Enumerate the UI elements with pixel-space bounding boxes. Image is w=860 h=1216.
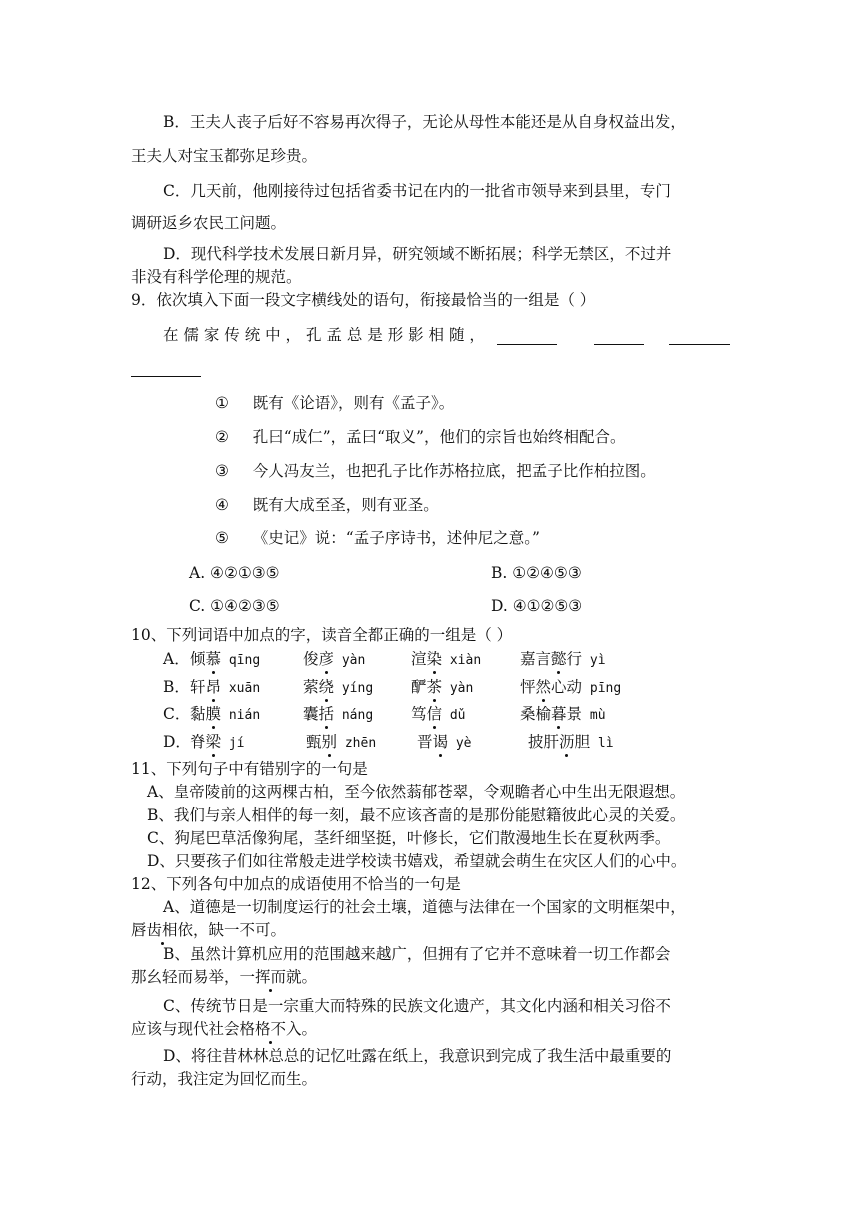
word-char: 心动 xyxy=(551,678,583,696)
q9-item-text: 今人冯友兰，也把孔子比作苏格拉底，把孟子比作柏拉图。 xyxy=(252,462,656,480)
word-char: 笃 xyxy=(411,705,427,723)
q12-option-a-line1: A、道德是一切制度运行的社会土壤，道德与法律在一个国家的文明框架中， xyxy=(163,898,686,916)
word-char: 胆 xyxy=(574,733,591,751)
pinyin: lì xyxy=(590,736,614,751)
q10-b-word-1 xyxy=(190,676,260,700)
q12-option-c-line1: C、传统节日是一宗重大而特殊的民族文化遗产，其文化内涵和相关习俗不 xyxy=(163,997,671,1015)
pinyin: dǔ xyxy=(442,708,466,723)
word-char: 萦 xyxy=(303,678,319,696)
word-char: 怦 xyxy=(520,678,536,696)
q12-option-d-line2: 行动，我注定为回忆而生。 xyxy=(131,1070,318,1088)
q9-item-number: ⑤ xyxy=(215,529,229,547)
sentence-text: 那幺轻而易举， xyxy=(131,968,240,986)
q9-passage-text: 在 儒 家 传 统 中 ， 孔 孟 总 是 形 影 相 随 ， xyxy=(163,326,485,344)
pinyin: yàn xyxy=(442,681,474,696)
word-char: 嘉言 xyxy=(520,650,552,668)
dotted-char: 昂 xyxy=(205,678,222,696)
q9-blank-3 xyxy=(669,330,730,345)
dotted-idiom: 格格不入 xyxy=(239,1020,302,1038)
q10-b-word-3 xyxy=(411,676,473,700)
q9-passage xyxy=(163,324,485,346)
pinyin: zhēn xyxy=(337,736,377,751)
dotted-char: 谒 xyxy=(432,733,449,751)
q9-item-3 xyxy=(215,460,656,482)
word-char: 黏 xyxy=(190,705,206,723)
q9-item-number: ② xyxy=(215,428,229,446)
pinyin: yíng xyxy=(334,681,374,696)
q10-option-c xyxy=(163,703,190,725)
word-char: 倾 xyxy=(190,650,206,668)
word-char: 渲 xyxy=(411,650,427,668)
sentence-text: 应该与现代社会 xyxy=(131,1020,240,1038)
pinyin: mù xyxy=(582,708,606,723)
dotted-char: 懿 xyxy=(551,650,567,668)
q10-b-word-4 xyxy=(520,676,621,700)
pinyin: xuān xyxy=(221,681,261,696)
q10-c-word-2 xyxy=(303,703,373,727)
q10-c-word-4 xyxy=(520,703,606,727)
dotted-char: 信 xyxy=(426,705,443,723)
word-char: 酽 xyxy=(411,678,427,696)
word-char: 晋 xyxy=(417,733,433,751)
pinyin: yè xyxy=(448,736,472,751)
q9-option-b: B. ①②④⑤③ xyxy=(491,564,582,582)
q12-stem: 12、下列各句中加点的成语使用不恰当的一句是 xyxy=(131,875,461,893)
q8-option-c-line1: C．几天前，他刚接待过包括省委书记在内的一批省市领导来到县里，专门 xyxy=(163,182,671,200)
q8-option-d-line1: D．现代科学技术发展日新月异，研究领域不断拓展；科学无禁区，不过并 xyxy=(163,245,672,263)
q9-item-5 xyxy=(215,527,540,549)
q9-item-4 xyxy=(215,494,439,516)
dotted-char: 梁 xyxy=(205,733,222,751)
q9-blank-4 xyxy=(131,362,201,377)
pinyin: jí xyxy=(221,736,245,751)
q10-option-d xyxy=(163,731,191,753)
q12-option-b-line1: B、虽然计算机应用的范围越来越广，但拥有了它并不意味着一切工作都会 xyxy=(163,945,671,963)
q9-blank-2 xyxy=(594,330,644,345)
q10-stem: 10、下列词语中加点的字，读音全都正确的一组是（ ） xyxy=(131,626,513,644)
dotted-char: 染 xyxy=(426,650,443,668)
option-label: D． xyxy=(163,733,191,751)
pinyin: qīng xyxy=(221,653,261,668)
q9-item-text: 孔曰“成仁”，孟曰“取义”，他们的宗旨也始终相配合。 xyxy=(252,428,626,446)
q12-option-d-line1: D、将往昔林林总总的记忆吐露在纸上，我意识到完成了我生活中最重要的 xyxy=(163,1047,672,1065)
dotted-char: 沥 xyxy=(559,733,575,751)
q8-option-d-line2: 非没有科学伦理的规范。 xyxy=(131,268,302,286)
q9-option-a: A. ④②①③⑤ xyxy=(189,564,280,582)
pinyin: náng xyxy=(334,708,374,723)
q10-a-word-4 xyxy=(520,648,606,672)
q11-option-d: D、只要孩子们如往常般走进学校读书嬉戏，希望就会萌生在灾区人们的心中。 xyxy=(147,852,687,870)
word-char: 桑榆 xyxy=(520,705,552,723)
q8-option-b-line1: B．王夫人丧子后好不容易再次得子，无论从母性本能还是从自身权益出发， xyxy=(163,113,686,131)
dotted-char: 括 xyxy=(318,705,335,723)
q10-d-word-3 xyxy=(417,731,472,755)
q9-item-text: 既有《论语》，则有《孟子》。 xyxy=(252,394,455,412)
dotted-char: 然 xyxy=(535,678,552,696)
q10-d-word-2 xyxy=(306,731,376,755)
q10-option-a xyxy=(163,648,190,670)
q9-blank-1 xyxy=(497,330,557,345)
dotted-char: 绕 xyxy=(318,678,335,696)
q10-d-word-4 xyxy=(528,731,614,755)
q9-item-text: 既有大成至圣，则有亚圣。 xyxy=(252,496,439,514)
dotted-idiom: 一挥而就 xyxy=(239,968,302,986)
pinyin: yàn xyxy=(334,653,366,668)
option-label: B． xyxy=(163,678,190,696)
dotted-char: 膜 xyxy=(205,705,222,723)
q12-option-c-line2 xyxy=(131,1018,317,1040)
q12-option-a-line2 xyxy=(131,919,286,941)
sentence-tail: 。 xyxy=(301,1020,318,1038)
q11-option-b: B、我们与亲人相伴的每一刻，最不应该吝啬的是那份能慰籍彼此心灵的关爱。 xyxy=(147,806,686,824)
q11-stem: 11、下列句子中有错别字的一句是 xyxy=(131,760,368,778)
pinyin: nián xyxy=(221,708,261,723)
sentence-tail: ，缺一不可。 xyxy=(193,921,287,939)
q10-d-word-1 xyxy=(190,731,245,755)
pinyin: yì xyxy=(582,653,606,668)
q9-item-number: ① xyxy=(215,394,229,412)
word-char: 行 xyxy=(566,650,583,668)
pinyin: xiàn xyxy=(442,653,482,668)
q9-item-2 xyxy=(215,426,625,448)
q9-item-1 xyxy=(215,392,454,414)
word-char: 甄 xyxy=(306,733,322,751)
word-char: 景 xyxy=(566,705,583,723)
q10-b-word-2 xyxy=(303,676,373,700)
dotted-char: 彦 xyxy=(318,650,335,668)
q9-stem: 9．依次填入下面一段文字横线处的语句，衔接最恰当的一组是（ ） xyxy=(131,291,596,309)
q10-a-word-2 xyxy=(303,648,365,672)
word-char: 俊 xyxy=(303,650,319,668)
q9-option-d: D. ④①②⑤③ xyxy=(491,597,583,615)
dotted-char: 茶 xyxy=(426,678,443,696)
q9-item-number: ③ xyxy=(215,462,229,480)
dotted-char: 暮 xyxy=(551,705,567,723)
pinyin: pīng xyxy=(582,681,622,696)
word-char: 脊 xyxy=(190,733,206,751)
word-char: 轩 xyxy=(190,678,206,696)
q12-option-b-line2 xyxy=(131,966,317,988)
word-char: 披肝 xyxy=(528,733,560,751)
q10-c-word-3 xyxy=(411,703,466,727)
q9-item-number: ④ xyxy=(215,496,229,514)
option-label: A． xyxy=(163,650,190,668)
q8-option-c-line2: 调研返乡农民工问题。 xyxy=(131,214,287,232)
dotted-idiom: 唇齿相依 xyxy=(131,921,194,939)
q9-option-c: C. ①④②③⑤ xyxy=(189,597,280,615)
word-char: 囊 xyxy=(303,705,319,723)
q9-item-text: 《史记》说：“孟子序诗书，述仲尼之意。” xyxy=(252,529,540,547)
sentence-tail: 。 xyxy=(301,968,318,986)
q10-c-word-1 xyxy=(190,703,260,727)
q8-option-b-line2: 王夫人对宝玉都弥足珍贵。 xyxy=(131,147,318,165)
q11-option-a: A、皇帝陵前的这两棵古柏，至今依然蓊郁苍翠，令观瞻者心中生出无限遐想。 xyxy=(147,783,686,801)
q10-option-b xyxy=(163,676,190,698)
dotted-char: 慕 xyxy=(205,650,222,668)
dotted-char: 别 xyxy=(321,733,338,751)
q10-a-word-1 xyxy=(190,648,260,672)
q10-a-word-3 xyxy=(411,648,481,672)
option-label: C． xyxy=(163,705,191,723)
q11-option-c: C、狗尾巴草活像狗尾，茎纤细坚挺，叶修长，它们散漫地生长在夏秋两季。 xyxy=(147,829,671,847)
